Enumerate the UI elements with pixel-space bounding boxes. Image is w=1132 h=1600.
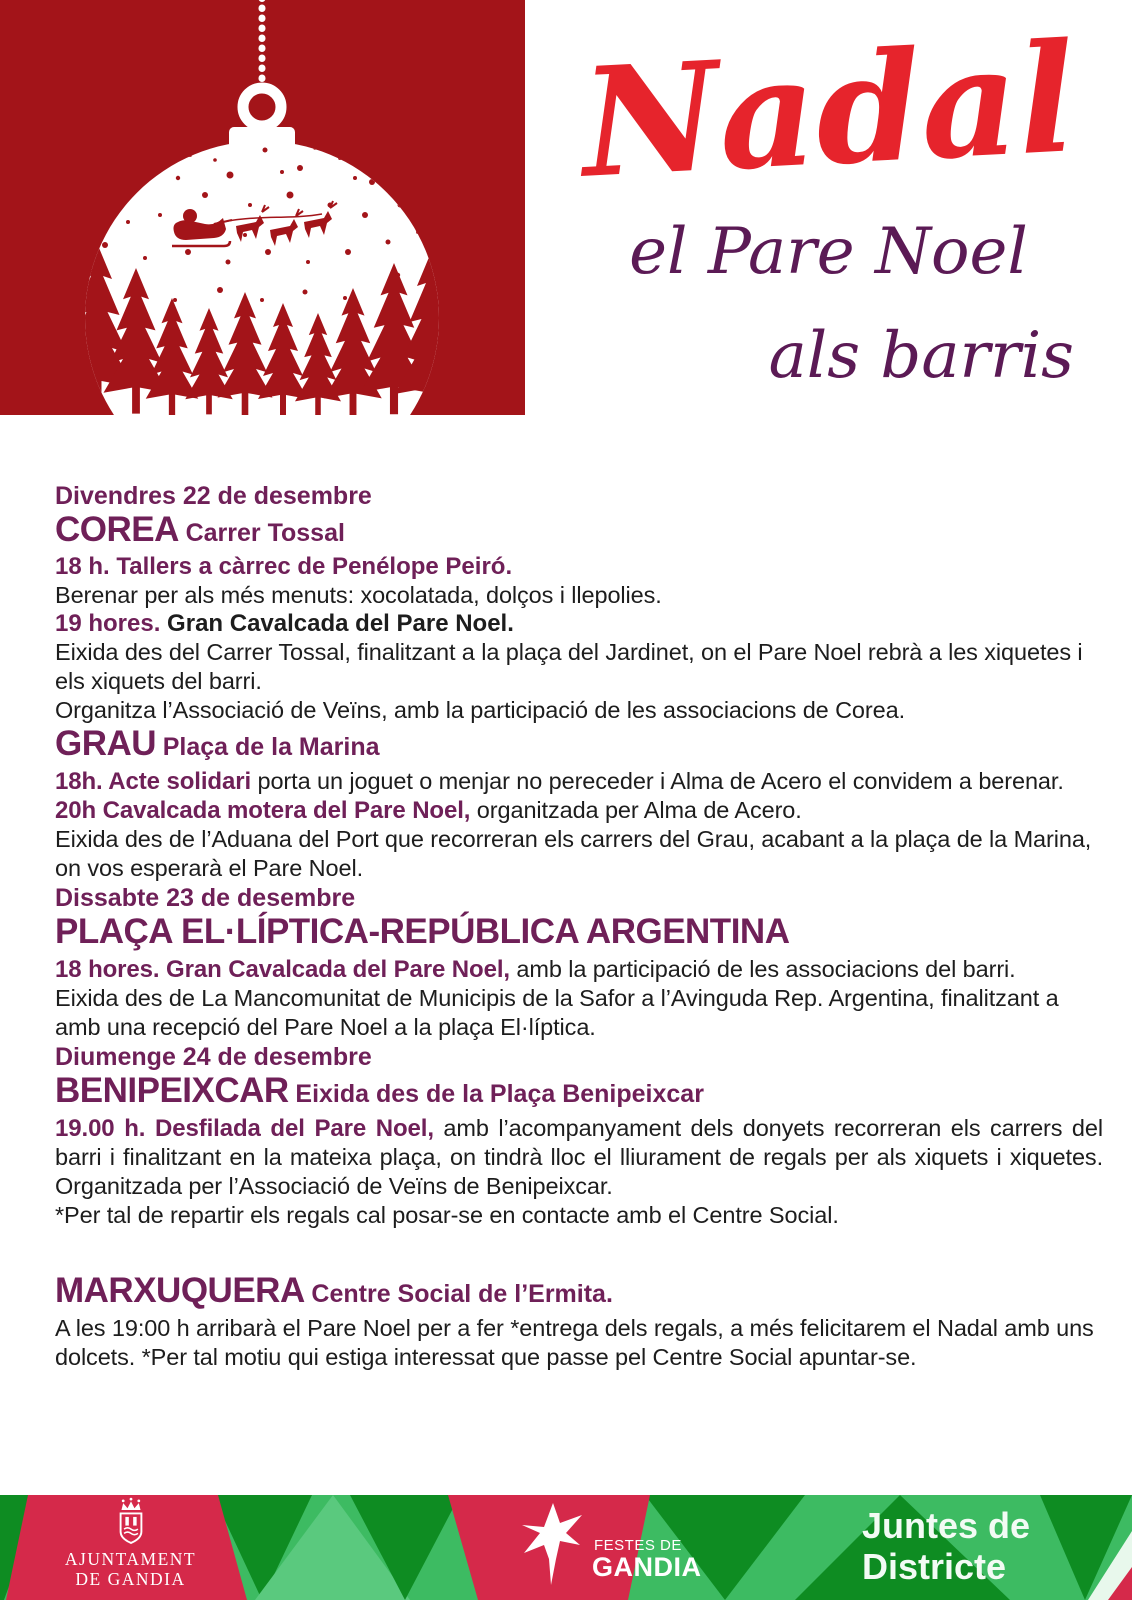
corea-parade-org: Organitza l’Associació de Veïns, amb la participació de les associacions de Corea. xyxy=(55,697,905,723)
benipeixcar-note: *Per tal de repartir els regals cal posar-se en contacte amb el Centre Social. xyxy=(55,1202,839,1228)
section-heading-grau xyxy=(55,725,1103,767)
corea-parade-title: Gran Cavalcada del Pare Noel. xyxy=(160,610,514,637)
grau-act-time: 18h. Acte solidari xyxy=(55,768,252,795)
benipeixcar-parade-line xyxy=(55,1114,1103,1201)
grau-parade-desc: organitzada per Alma de Acero. xyxy=(470,797,802,823)
juntes-line2: Districte xyxy=(862,1546,1007,1587)
benipeixcar-parade-time: 19.00 h. Desfilada del Pare Noel, xyxy=(55,1115,434,1142)
corea-workshop-time: 18 h. Tallers a càrrec de Penélope Peiró. xyxy=(55,553,513,580)
title-block xyxy=(525,0,1132,470)
ajuntament-label-line2: DE GANDIA xyxy=(75,1569,186,1589)
footer xyxy=(0,1495,1132,1600)
poster-subtitle-line2: als barris xyxy=(768,319,1074,394)
elliptica-parade-time: 18 hores. Gran Cavalcada del Pare Noel, xyxy=(55,956,510,983)
elliptica-parade-desc: amb la participació de les associacions del barri. xyxy=(509,956,1016,982)
festes-star-icon xyxy=(516,1501,590,1587)
neighborhood-name-grau: GRAU xyxy=(55,724,157,763)
section-heading-benipeixcar xyxy=(55,1072,1103,1114)
date-heading-diumenge: Diumenge 24 de desembre xyxy=(55,1043,372,1071)
grau-parade-route: Eixida des de l’Aduana del Port que recorreran els carrers del Grau, acabant a la plaça de la Marina, on vos esperarà el Pare Noel. xyxy=(55,826,1092,881)
section-heading-corea xyxy=(55,511,1103,553)
grau-act-line xyxy=(55,767,1103,796)
ornament-panel xyxy=(0,0,525,415)
neighborhood-place-corea: Carrer Tossal xyxy=(185,519,345,547)
marxuquera-desc: A les 19:00 h arribarà el Pare Noel per a fer *entrega dels regals, a més felicitarem el Nadal amb uns dolcets. *Per tal motiu qui estiga interessat que passe pel Centre Social apuntar-se. xyxy=(55,1315,1094,1370)
neighborhood-place-grau: Plaça de la Marina xyxy=(162,733,380,761)
corea-workshop-desc: Berenar per als més menuts: xocolatada, dolços i llepolies. xyxy=(55,582,662,608)
ajuntament-de-gandia-logo xyxy=(58,1497,203,1589)
juntes-line1: Juntes de xyxy=(862,1505,1031,1546)
schedule-content xyxy=(55,481,1103,1372)
christmas-ornament-illustration xyxy=(0,0,525,415)
neighborhood-name-elliptica: PLAÇA EL·LÍPTICA-REPÚBLICA ARGENTINA xyxy=(55,912,790,951)
grau-act-desc: porta un joguet o menjar no pereceder i Alma de Acero el convidem a berenar. xyxy=(251,768,1064,794)
ajuntament-label-line1: AJUNTAMENT xyxy=(64,1549,197,1569)
benipeixcar-parade-desc: amb l’acompanyament dels donyets recorreran els carrers del barri i finalitzant en la mateixa plaça, on tindrà lloc el lliurament de regals per als xiquets i xiquetes. Organitzada per l’Associació de Veïns de Benipeixcar. xyxy=(55,1115,1103,1199)
date-heading-dissabte: Dissabte 23 de desembre xyxy=(55,884,356,912)
corea-parade-heading xyxy=(55,610,1103,638)
section-heading-elliptica xyxy=(55,913,1103,955)
corea-parade-desc: Eixida des del Carrer Tossal, finalitzant a la plaça del Jardinet, on el Pare Noel rebrà a les xiquetes i els xiquets del barri. xyxy=(55,639,1083,694)
neighborhood-place-benipeixcar: Eixida des de la Plaça Benipeixcar xyxy=(295,1080,704,1108)
section-heading-marxuquera xyxy=(55,1272,1103,1314)
corea-parade-time: 19 hores. xyxy=(55,610,161,637)
elliptica-parade-route: Eixida des de La Mancomunitat de Municipis de la Safor a l’Avinguda Rep. Argentina, finalitzant a amb una recepció del Pare Noel a la plaça El·líptica. xyxy=(55,985,1059,1040)
date-heading-divendres: Divendres 22 de desembre xyxy=(55,482,372,510)
grau-parade-line xyxy=(55,796,1103,825)
elliptica-parade-line xyxy=(55,955,1103,984)
neighborhood-name-corea: COREA xyxy=(55,510,179,549)
festes-label-line2: GANDIA xyxy=(592,1552,702,1582)
neighborhood-place-marxuquera: Centre Social de l’Ermita. xyxy=(311,1280,613,1308)
juntes-de-districte-label xyxy=(862,1505,1082,1587)
ajuntament-crest-icon xyxy=(105,1497,157,1549)
grau-parade-time: 20h Cavalcada motera del Pare Noel, xyxy=(55,797,471,824)
neighborhood-name-marxuquera: MARXUQUERA xyxy=(55,1271,305,1310)
poster-title: Nadal xyxy=(577,10,1080,212)
neighborhood-name-benipeixcar: BENIPEIXCAR xyxy=(55,1071,289,1110)
festes-label-line1: FESTES DE xyxy=(594,1537,682,1554)
poster-subtitle-line1: el Pare Noel xyxy=(629,215,1028,289)
